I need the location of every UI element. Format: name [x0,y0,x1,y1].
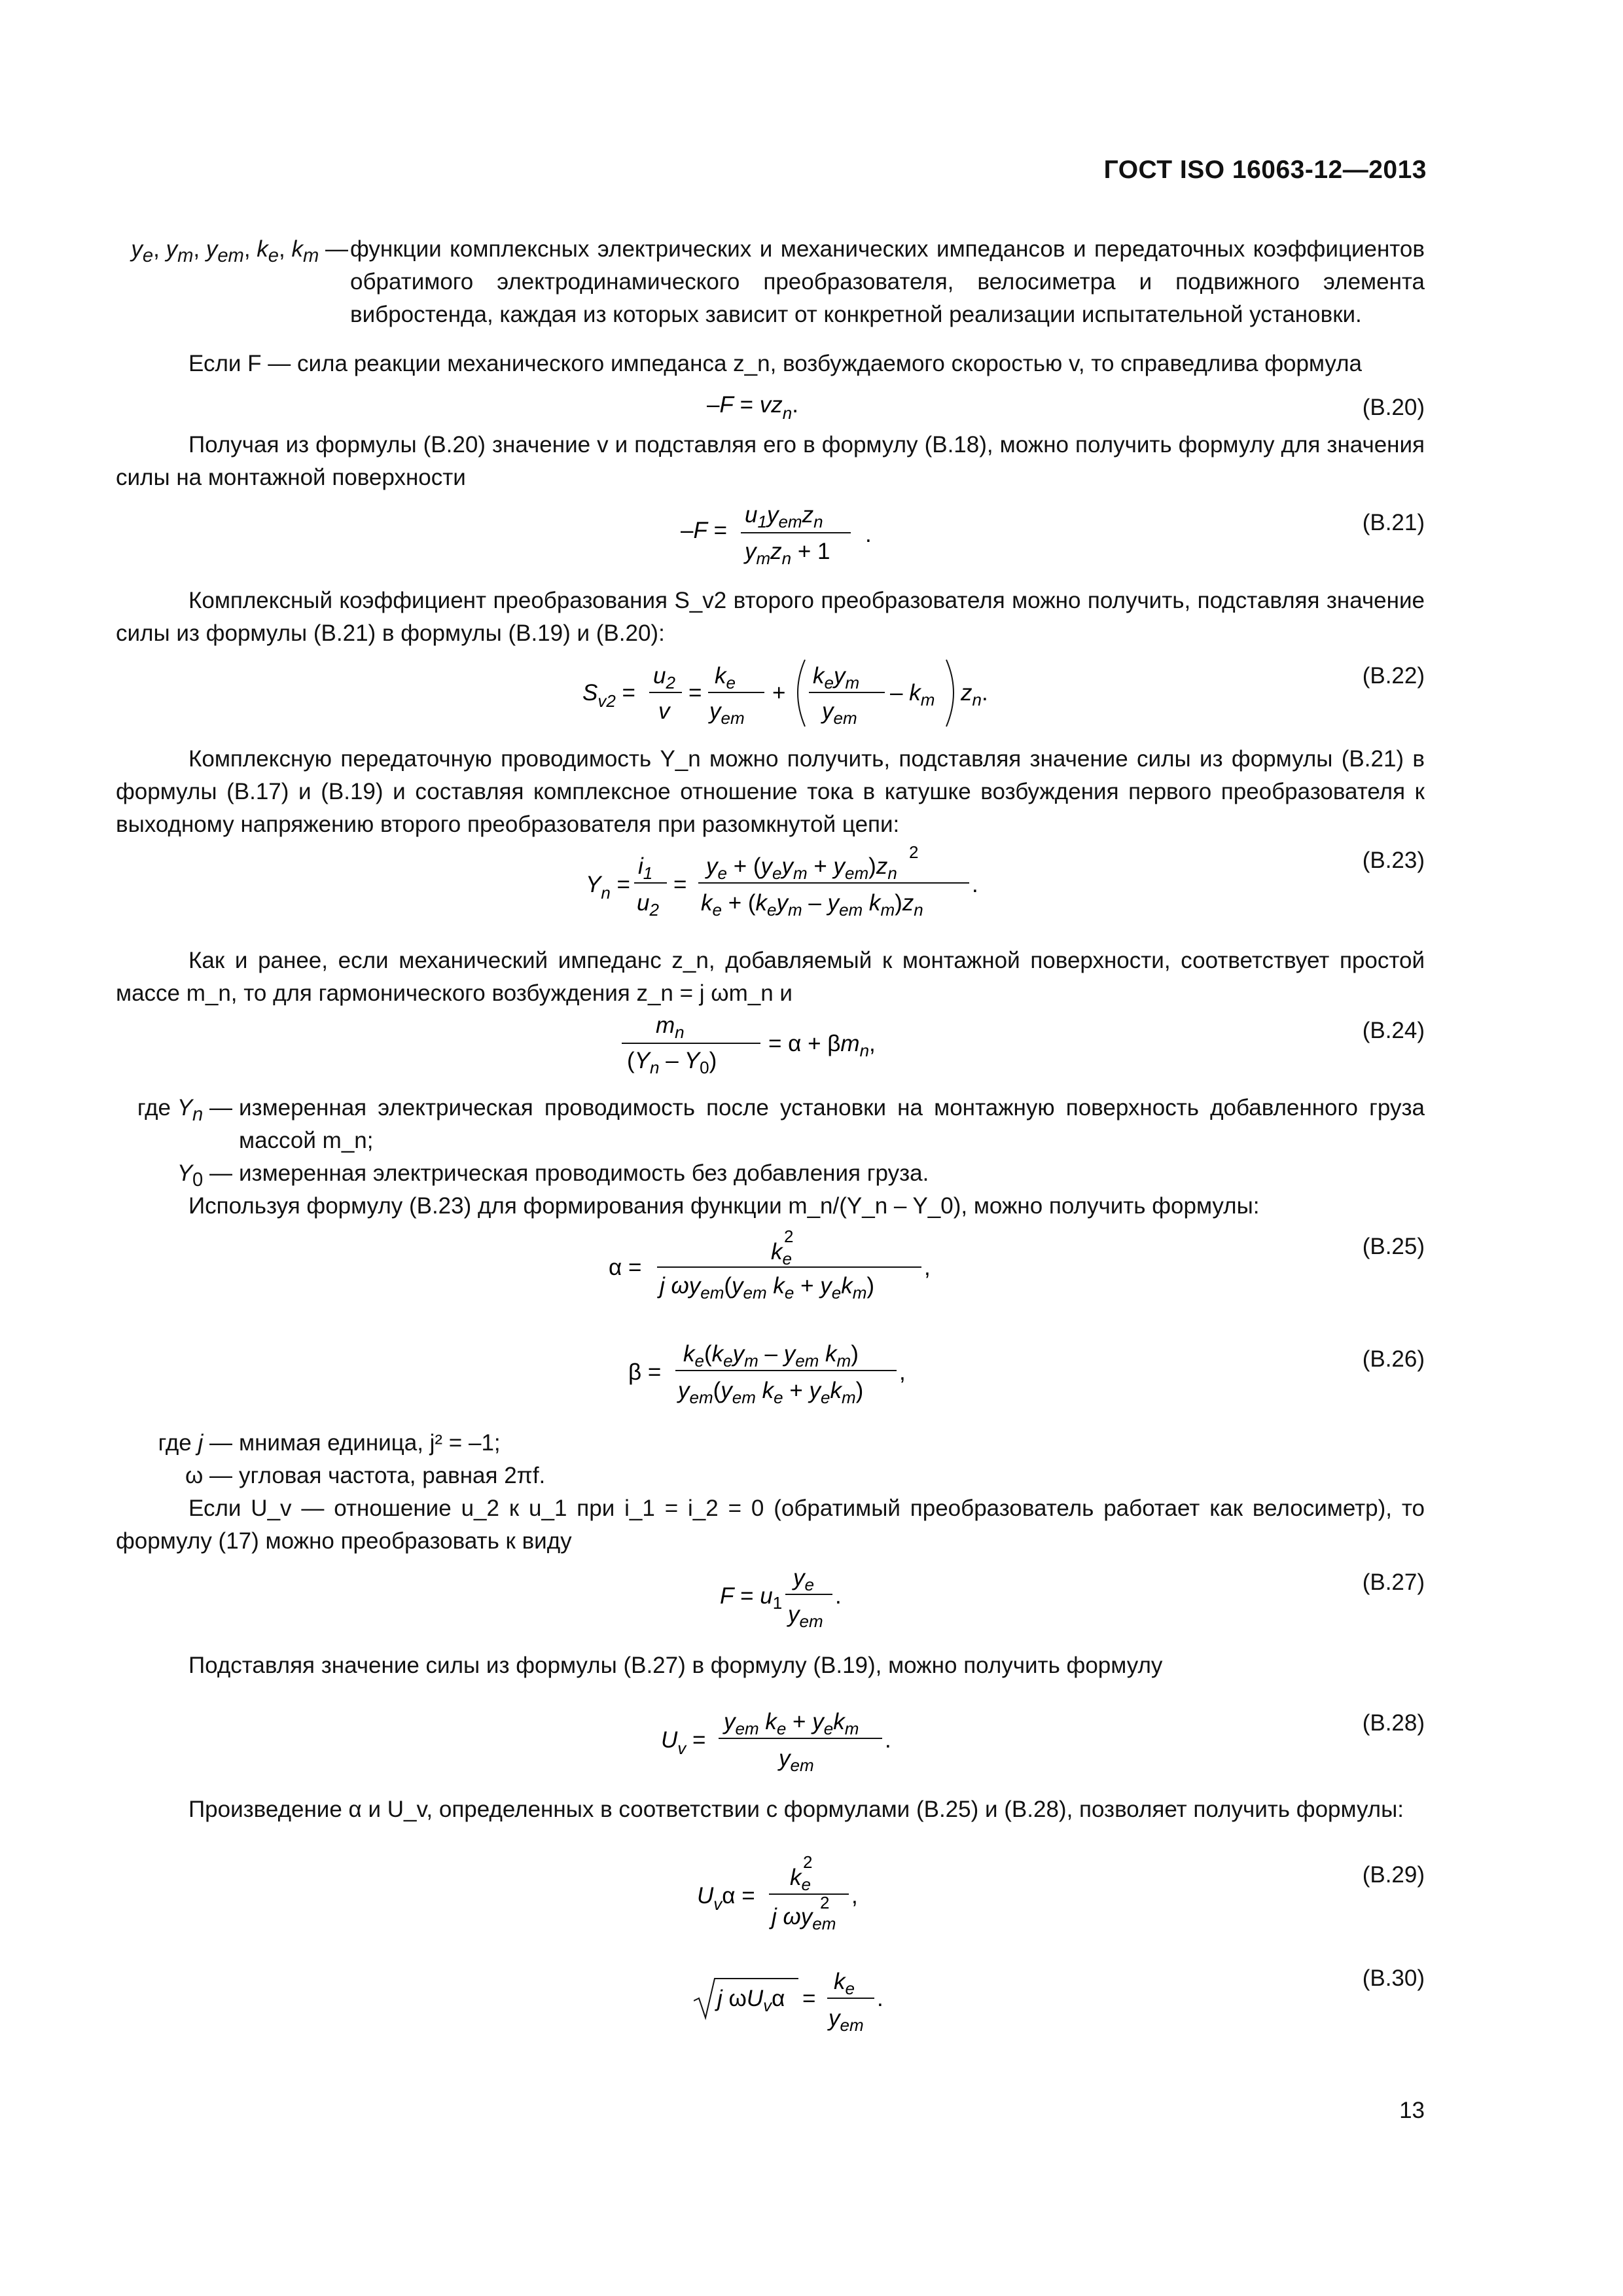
svg-text:ye: $y_e$ [793,1565,814,1594]
equation-b23 [586,841,1005,923]
svg-text:.: . [885,1727,891,1753]
equation-number: (В.24) [1362,1018,1425,1043]
svg-text:v: v [658,698,670,724]
definition-text: угловая частота, равная 2πf. [239,1463,546,1488]
definition-text: функции комплексных электрических и механических импедансов и передаточных коэффициентов обратимого электродинамического преобразователя, велосиметра и подвижного элемента вибростенда, каждая из которых зависит от конкретной реализации испытательной установки. [350,236,1425,327]
svg-text:ke + (keym – yem km)zn: $k_e + (k_ey_m - y_{em}$ $k_m)z_n$ [701,890,923,920]
svg-text:ke: $k_e$ [715,663,736,692]
equation-b24 [622,1008,923,1080]
svg-text:=: = [688,680,702,706]
paragraph-6: Используя формулу (В.23) для формирования функции m_n/(Y_n – Y_0), можно получить формулы: [188,1193,1260,1219]
svg-text:ke: $k_e$ [790,1865,811,1894]
formula-b29 [697,1852,906,1937]
svg-text:yem(yem ke + yekm): $y_{em}(y_{em}$ $k_e + y_ek_m$) [678,1378,864,1407]
svg-text:yem: $y_{em}$ [829,2005,864,2035]
svg-text:ymzn + 1: $y_mz_n + 1$ [745,539,830,568]
svg-text:2: 2 [909,842,919,862]
svg-text:–F =: –F = [681,518,728,543]
formula-b23 [586,841,1005,923]
svg-text:.: . [972,872,978,897]
paragraph-3: Комплексный коэффициент преобразования S_v2 второго преобразователя можно получить, подставляя значение силы из формулы (В.21) в формулы (В.19) и (В.20): [116,588,1425,646]
definition-term: где j — [158,1430,232,1456]
equation-number: (В.27) [1362,1570,1425,1595]
svg-text:Yn =: $Y_n$ = [586,872,630,903]
svg-text:–F = vzn.: $-F = vz_n$. [707,392,798,423]
definition-term: ω — [185,1463,232,1488]
svg-text:u1yemzn: $u_1y_{em}z_n$ [745,502,823,531]
equation-number: (В.26) [1362,1346,1425,1372]
svg-text:keym: $k_ey_m$ [813,663,860,692]
equation-b26 [628,1329,942,1407]
paragraph-2: Получая из формулы (В.20) значение v и подставляя его в формулу (В.18), можно получить формулу для значения силы на монтажной поверхности [116,432,1425,490]
formula-b22 [582,653,988,732]
svg-text:mn: $m_n$ [656,1013,685,1042]
document-code: ГОСТ ISO 16063-12—2013 [1103,156,1427,184]
formula-b28 [661,1700,923,1779]
svg-text:yem: $y_{em}$ [788,1602,823,1631]
svg-text:j ωyem: j $\omega y_{em}$ [772,1904,836,1933]
equation-b25 [609,1224,949,1302]
formula-b30 [694,1960,929,2039]
page-number: 13 [1399,2098,1425,2123]
equation-b21 [681,499,929,571]
paragraph-7: Если U_v — отношение u_2 к u_1 при i_1 = i_2 = 0 (обратимый преобразователь работает как велосиметр), то формулу (17) можно преобразовать к виду [116,1496,1425,1554]
equation-number: (В.21) [1362,510,1425,535]
svg-text:yem: $y_{em}$ [709,698,745,728]
paragraph-8: Подставляя значение силы из формулы (В.27) в формулу (В.19), можно получить формулу [188,1653,1163,1678]
svg-text:.: . [835,1583,842,1609]
equation-number: (В.20) [1362,395,1425,420]
paragraph-1: Если F — сила реакции механического импеданса z_n, возбуждаемого скоростью v, то справедлива формула [188,351,1362,376]
equation-number: (В.23) [1362,848,1425,873]
svg-text:,: , [899,1359,906,1385]
svg-text:ye + (yeym + yem)zn: $y_e + (y_ey_m + y_{em})z_n$ [706,853,897,883]
definition-text: измеренная электрическая проводимость без добавления груза. [239,1160,929,1186]
formula-b24 [622,1008,923,1080]
equation-b28 [661,1700,923,1779]
paragraph-5: Как и ранее, если механический импеданс z_n, добавляемый к монтажной поверхности, соответствует простой массе m_n, то для гармонического возбуждения z_n = j ωm_n и [116,948,1425,1006]
svg-text:2: 2 [803,1852,813,1872]
paragraph-9: Произведение α и U_v, определенных в соответствии с формулами (В.25) и (В.28), позволяет получить формулы: [188,1797,1404,1822]
svg-text:j ωUvα: j $\omega U_v\alpha$ [717,1986,785,2015]
svg-text:=: = [673,872,687,897]
svg-text:.: . [865,522,872,547]
paragraph-4: Комплексную передаточную проводимость Y_n можно получить, подставляя значение силы из формулы (В.21) в формулы (В.17) и (В.19) и составляя комплексное отношение тока в катушке возбуждения первого преобразователя к выходному напряжению второго преобразователя при разомкнутой цепи: [116,746,1425,837]
svg-text:ke(keym – yem km): $k_e(k_ey_m - y_{em}$ $k_m$) [683,1341,859,1371]
equation-number: (В.30) [1362,1965,1425,1991]
svg-text:yem: $y_{em}$ [779,1746,814,1775]
svg-text:Sv2 =: $S_{v2}$ = [582,680,635,711]
svg-text:u2: $u_2$ [637,890,659,920]
formula-b25 [609,1224,949,1302]
svg-text:,: , [851,1883,858,1909]
svg-text:(Yn – Y0): $(Y_n - Y_0)$ [627,1048,717,1077]
formula-b21 [681,499,929,571]
svg-text:2: 2 [820,1893,830,1912]
equation-number: (В.28) [1362,1710,1425,1736]
equation-b30 [694,1960,929,2039]
formula-b26 [628,1329,942,1407]
equation-number: (В.22) [1362,663,1425,689]
equation-number: (В.29) [1362,1862,1425,1888]
definition-text: измеренная электрическая проводимость после установки на монтажную поверхность добавленного груза массой m_n; [239,1095,1425,1153]
svg-text:zn.: $z_n$. [961,680,988,709]
svg-text:Uv =: $U_v$ = [661,1727,706,1758]
definition-term: $Y_0$ — [177,1160,232,1191]
svg-text:α =: α = [609,1255,642,1280]
svg-text:.: . [877,1986,883,2011]
svg-text:= α + βmn,: = $\alpha + \beta m_n$, [768,1031,876,1060]
definition-text: мнимая единица, j² = –1; [239,1430,501,1456]
svg-text:j ωyem(yem ke + yekm): j $\omega y_{em}(y_{em}$ $k_e + y_ek_m$) [660,1273,875,1302]
svg-text:2: 2 [784,1227,794,1246]
equation-b22 [582,653,988,732]
svg-text:– km: – $k_m$ [890,680,935,709]
svg-text:ke: $k_e$ [771,1239,792,1268]
svg-text:ke: $k_e$ [834,1969,855,1998]
svg-text:+: + [772,680,786,706]
svg-text:i1: $i_1$ [638,853,653,883]
svg-text:Uvα =: $U_v\alpha$ = [697,1883,755,1914]
svg-text:yem ke + yekm: $y_{em}$ $k_e + y_ek_m$ [724,1709,859,1738]
equation-b20 [654,385,851,424]
formula-b27 [720,1556,877,1635]
definition-term: $y_e$, $y_m$, $y_{em}$, $k_e$, $k_m$ — [131,236,348,266]
svg-text:=: = [802,1986,816,2011]
equation-b27 [720,1556,877,1635]
svg-text:yem: $y_{em}$ [822,698,857,728]
definition-term: где $Y_n$ — [137,1095,232,1125]
svg-text:β =: β = [628,1359,662,1385]
equation-b29 [697,1852,906,1937]
formula-b20 [654,385,851,424]
equation-number: (В.25) [1362,1234,1425,1259]
svg-text:u2: $u_2$ [653,663,675,692]
svg-text:F = u1: $F = u_1$ [720,1583,783,1613]
svg-text:,: , [924,1255,931,1280]
